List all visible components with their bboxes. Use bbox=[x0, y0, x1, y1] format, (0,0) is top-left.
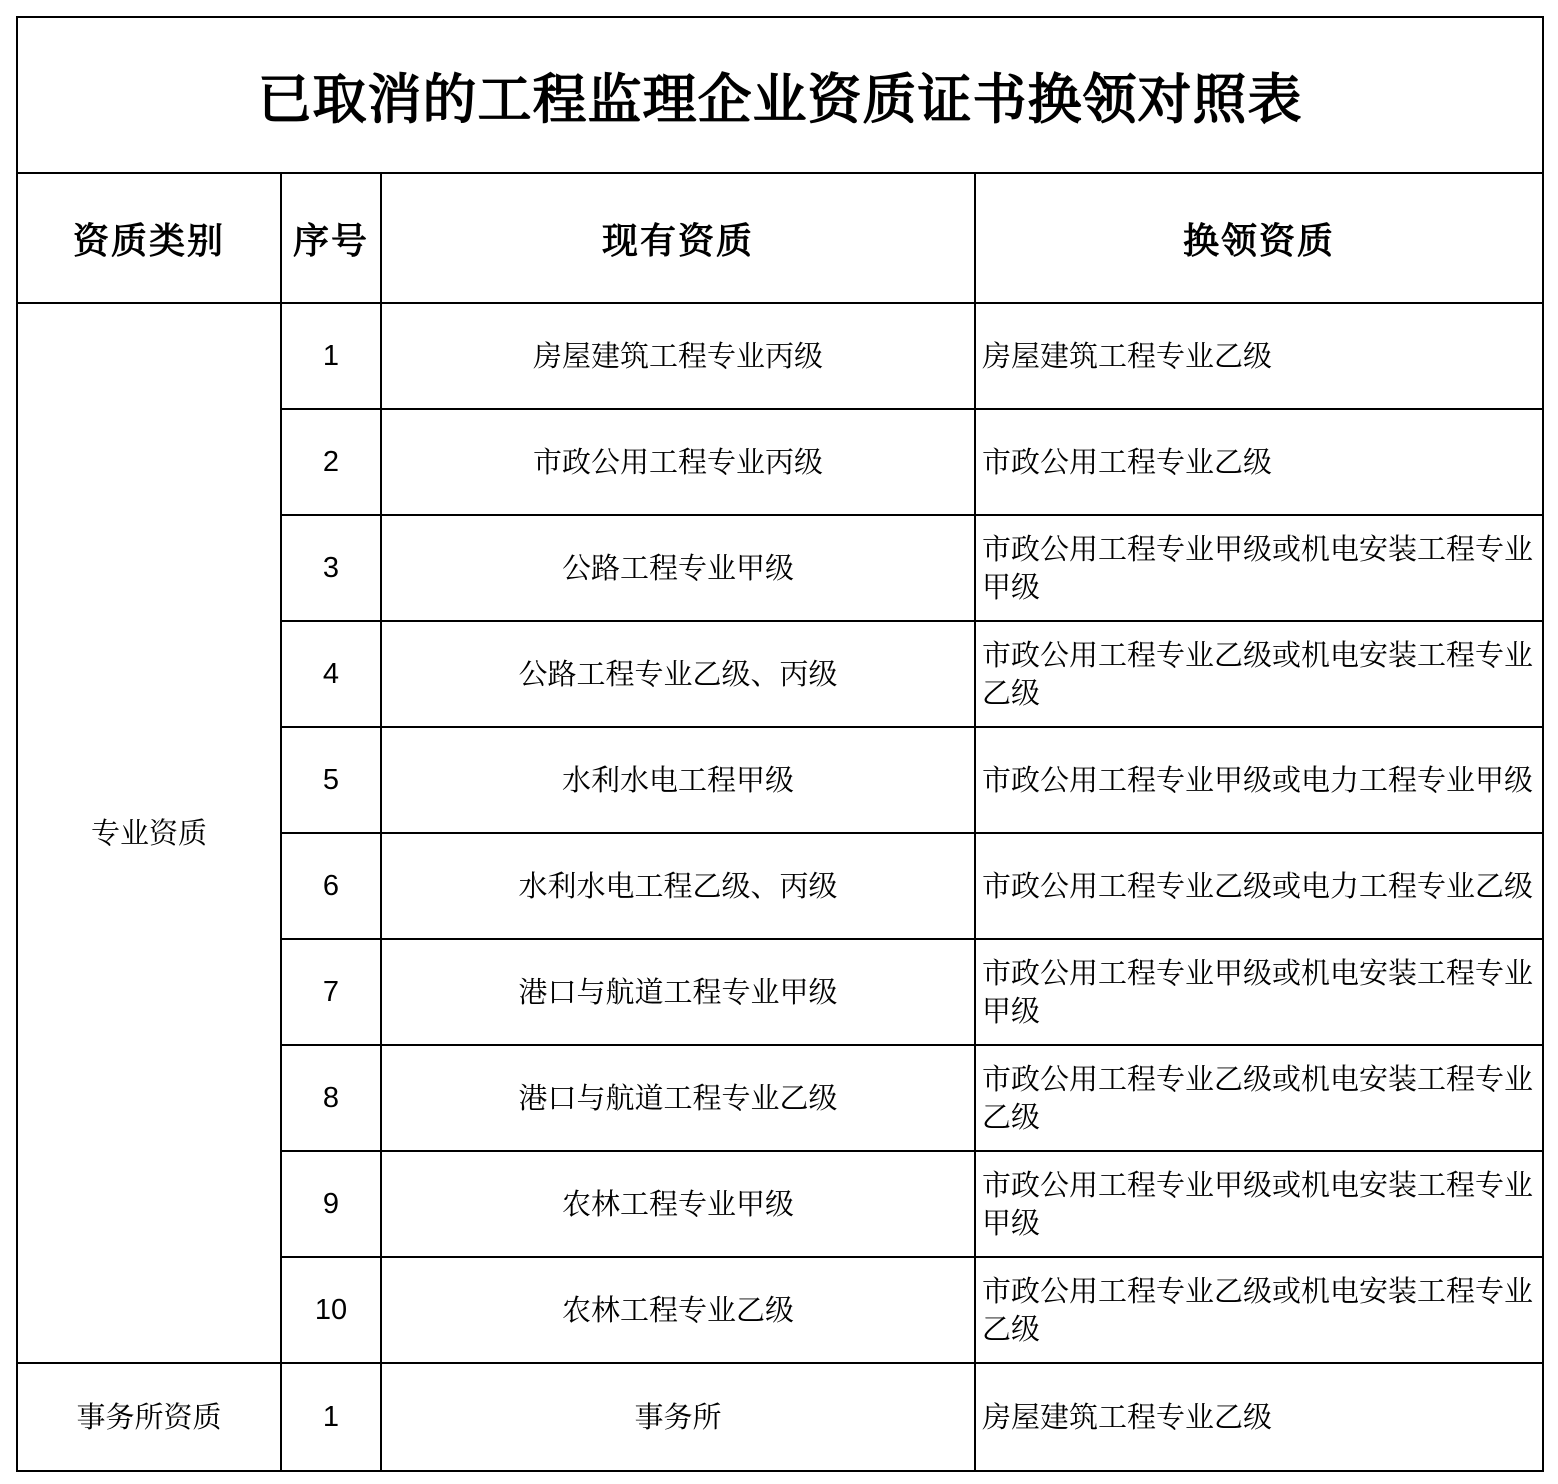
seq-cell: 2 bbox=[281, 409, 381, 515]
seq-cell: 3 bbox=[281, 515, 381, 621]
current-qualification-cell: 农林工程专业乙级 bbox=[381, 1257, 975, 1363]
exchange-qualification-cell: 市政公用工程专业乙级或机电安装工程专业乙级 bbox=[975, 1257, 1543, 1363]
current-qualification-cell: 市政公用工程专业丙级 bbox=[381, 409, 975, 515]
comparison-table bbox=[16, 16, 1544, 1472]
table-title: 已取消的工程监理企业资质证书换领对照表 bbox=[17, 17, 1543, 173]
exchange-qualification-cell: 市政公用工程专业乙级 bbox=[975, 409, 1543, 515]
seq-cell: 1 bbox=[281, 1363, 381, 1471]
exchange-qualification-cell: 房屋建筑工程专业乙级 bbox=[975, 1363, 1543, 1471]
exchange-qualification-cell: 市政公用工程专业乙级或机电安装工程专业乙级 bbox=[975, 621, 1543, 727]
table-row bbox=[17, 1363, 1543, 1471]
header-row bbox=[17, 173, 1543, 303]
seq-cell: 8 bbox=[281, 1045, 381, 1151]
seq-cell: 1 bbox=[281, 303, 381, 409]
exchange-qualification-cell: 房屋建筑工程专业乙级 bbox=[975, 303, 1543, 409]
header-seq: 序号 bbox=[281, 173, 381, 303]
seq-cell: 7 bbox=[281, 939, 381, 1045]
current-qualification-cell: 事务所 bbox=[381, 1363, 975, 1471]
exchange-qualification-cell: 市政公用工程专业乙级或机电安装工程专业乙级 bbox=[975, 1045, 1543, 1151]
exchange-qualification-cell: 市政公用工程专业甲级或机电安装工程专业甲级 bbox=[975, 939, 1543, 1045]
current-qualification-cell: 港口与航道工程专业乙级 bbox=[381, 1045, 975, 1151]
exchange-qualification-cell: 市政公用工程专业甲级或机电安装工程专业甲级 bbox=[975, 1151, 1543, 1257]
header-category: 资质类别 bbox=[17, 173, 281, 303]
current-qualification-cell: 水利水电工程甲级 bbox=[381, 727, 975, 833]
comparison-table-sheet bbox=[16, 16, 1542, 1472]
current-qualification-cell: 农林工程专业甲级 bbox=[381, 1151, 975, 1257]
seq-cell: 4 bbox=[281, 621, 381, 727]
header-exchange: 换领资质 bbox=[975, 173, 1543, 303]
category-cell: 专业资质 bbox=[17, 303, 281, 1363]
exchange-qualification-cell: 市政公用工程专业甲级或机电安装工程专业甲级 bbox=[975, 515, 1543, 621]
current-qualification-cell: 水利水电工程乙级、丙级 bbox=[381, 833, 975, 939]
current-qualification-cell: 公路工程专业乙级、丙级 bbox=[381, 621, 975, 727]
exchange-qualification-cell: 市政公用工程专业甲级或电力工程专业甲级 bbox=[975, 727, 1543, 833]
current-qualification-cell: 港口与航道工程专业甲级 bbox=[381, 939, 975, 1045]
current-qualification-cell: 公路工程专业甲级 bbox=[381, 515, 975, 621]
seq-cell: 9 bbox=[281, 1151, 381, 1257]
seq-cell: 5 bbox=[281, 727, 381, 833]
seq-cell: 10 bbox=[281, 1257, 381, 1363]
current-qualification-cell: 房屋建筑工程专业丙级 bbox=[381, 303, 975, 409]
table-row bbox=[17, 303, 1543, 409]
header-current: 现有资质 bbox=[381, 173, 975, 303]
exchange-qualification-cell: 市政公用工程专业乙级或电力工程专业乙级 bbox=[975, 833, 1543, 939]
category-cell: 事务所资质 bbox=[17, 1363, 281, 1471]
title-row bbox=[17, 17, 1543, 173]
seq-cell: 6 bbox=[281, 833, 381, 939]
table-body bbox=[17, 303, 1543, 1471]
